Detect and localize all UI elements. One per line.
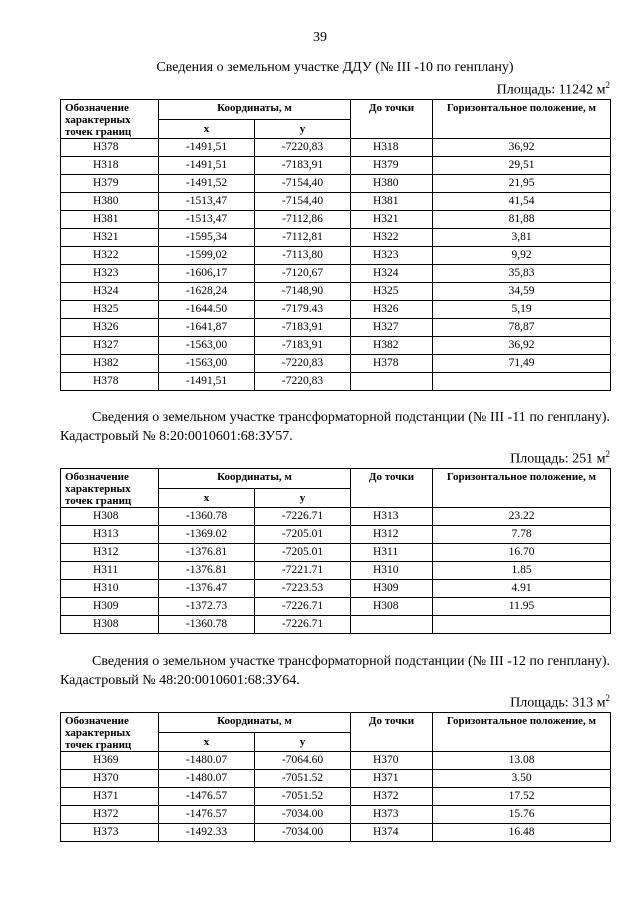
cell-y: -7112,81	[255, 228, 351, 246]
header-to-point: До точки	[351, 99, 433, 138]
section-title: Сведения о земельном участке ДДУ (№ III -10 по генплану)	[156, 60, 514, 75]
table-row	[61, 805, 611, 823]
header-to-point: До точки	[351, 468, 433, 507]
cell-y: -7183,91	[255, 318, 351, 336]
header-designation: Обозначение характерных точек границ	[61, 712, 159, 751]
cell-to-point: Н323	[351, 246, 433, 264]
cell-to-point: Н382	[351, 336, 433, 354]
cell-x: -1372.73	[159, 597, 255, 615]
cell-y: -7112,86	[255, 210, 351, 228]
cell-distance: 29,51	[433, 156, 611, 174]
cell-x: -1491,51	[159, 156, 255, 174]
cell-point: Н326	[61, 318, 159, 336]
cell-y: -7223.53	[255, 579, 351, 597]
table-row	[61, 615, 611, 633]
cell-y: -7205.01	[255, 543, 351, 561]
cell-to-point: Н371	[351, 769, 433, 787]
cell-point: Н313	[61, 525, 159, 543]
cell-to-point: Н381	[351, 192, 433, 210]
cell-to-point: Н322	[351, 228, 433, 246]
cell-x: -1563,00	[159, 336, 255, 354]
coordinates-table	[60, 712, 611, 842]
cell-point: Н327	[61, 336, 159, 354]
cell-point: Н321	[61, 228, 159, 246]
header-x: x	[159, 120, 255, 138]
header-coordinates: Координаты, м	[159, 468, 351, 489]
cell-point: Н308	[61, 615, 159, 633]
cell-distance	[433, 615, 611, 633]
cell-point: Н371	[61, 787, 159, 805]
cell-to-point: Н373	[351, 805, 433, 823]
header-coordinates: Координаты, м	[159, 712, 351, 733]
header-x: x	[159, 489, 255, 507]
cell-x: -1376.81	[159, 561, 255, 579]
cell-to-point: Н311	[351, 543, 433, 561]
cell-point: Н382	[61, 354, 159, 372]
cell-x: -1376.47	[159, 579, 255, 597]
cell-distance: 36,92	[433, 138, 611, 156]
cell-x: -1513,47	[159, 192, 255, 210]
cell-x: -1491,52	[159, 174, 255, 192]
cell-y: -7120,67	[255, 264, 351, 282]
cell-x: -1513,47	[159, 210, 255, 228]
cell-y: -7220,83	[255, 372, 351, 390]
coordinates-table	[60, 468, 611, 634]
page-number: 39	[313, 30, 327, 45]
header-designation: Обозначение характерных точек границ	[61, 99, 159, 138]
cell-distance: 4.91	[433, 579, 611, 597]
cell-point: Н373	[61, 823, 159, 841]
cell-distance: 5,19	[433, 300, 611, 318]
cell-point: Н369	[61, 751, 159, 769]
cell-point: Н370	[61, 769, 159, 787]
cell-distance: 16.48	[433, 823, 611, 841]
cell-y: -7220,83	[255, 354, 351, 372]
cell-point: Н372	[61, 805, 159, 823]
cell-x: -1491,51	[159, 372, 255, 390]
cell-point: Н379	[61, 174, 159, 192]
cell-point: Н324	[61, 282, 159, 300]
cell-distance: 81,88	[433, 210, 611, 228]
cell-to-point: Н327	[351, 318, 433, 336]
section-tp-11	[60, 408, 610, 634]
cell-distance: 13.08	[433, 751, 611, 769]
cell-distance: 3.50	[433, 769, 611, 787]
cell-to-point: Н309	[351, 579, 433, 597]
table-row	[61, 174, 611, 192]
cell-point: Н325	[61, 300, 159, 318]
table-row	[61, 264, 611, 282]
cell-to-point: Н370	[351, 751, 433, 769]
cell-x: -1360.78	[159, 615, 255, 633]
section-title: Сведения о земельном участке трансформаторной подстанции (№ III -11 по генплану). Кадастровый № 8:20:0010601:68:ЗУ57.	[60, 410, 610, 444]
cell-y: -7034.00	[255, 805, 351, 823]
area-label: Площадь: 313 $м^2$	[510, 693, 610, 711]
cell-to-point	[351, 372, 433, 390]
cell-y: -7113,80	[255, 246, 351, 264]
cell-y: -7226.71	[255, 615, 351, 633]
cell-distance	[433, 372, 611, 390]
cell-y: -7148,90	[255, 282, 351, 300]
table-row	[61, 156, 611, 174]
cell-point: Н311	[61, 561, 159, 579]
cell-x: -1480.07	[159, 751, 255, 769]
header-horizontal: Горизонтальное положение, м	[433, 468, 611, 507]
cell-x: -1491,51	[159, 138, 255, 156]
cell-x: -1480.07	[159, 769, 255, 787]
cell-x: -1606,17	[159, 264, 255, 282]
cell-y: -7051.52	[255, 787, 351, 805]
cell-x: -1492.33	[159, 823, 255, 841]
cell-to-point: Н312	[351, 525, 433, 543]
header-y: y	[255, 489, 351, 507]
header-y: y	[255, 120, 351, 138]
table-row	[61, 138, 611, 156]
cell-to-point: Н321	[351, 210, 433, 228]
cell-x: -1644.50	[159, 300, 255, 318]
table-row	[61, 597, 611, 615]
coordinates-table	[60, 99, 611, 391]
header-designation: Обозначение характерных точек границ	[61, 468, 159, 507]
cell-x: -1595,34	[159, 228, 255, 246]
cell-y: -7220,83	[255, 138, 351, 156]
cell-distance: 78,87	[433, 318, 611, 336]
section-ddu	[60, 58, 610, 391]
header-x: x	[159, 733, 255, 751]
table-row	[61, 751, 611, 769]
cell-y: -7205.01	[255, 525, 351, 543]
table-row	[61, 318, 611, 336]
cell-distance: 71,49	[433, 354, 611, 372]
cell-distance: 7.78	[433, 525, 611, 543]
cell-y: -7034.00	[255, 823, 351, 841]
cell-distance: 21,95	[433, 174, 611, 192]
cell-x: -1360.78	[159, 507, 255, 525]
cell-to-point: Н324	[351, 264, 433, 282]
cell-point: Н323	[61, 264, 159, 282]
cell-point: Н312	[61, 543, 159, 561]
cell-distance: 35,83	[433, 264, 611, 282]
cell-to-point: Н326	[351, 300, 433, 318]
cell-y: -7051.52	[255, 769, 351, 787]
header-coordinates: Координаты, м	[159, 99, 351, 120]
cell-point: Н322	[61, 246, 159, 264]
table-row	[61, 507, 611, 525]
cell-y: -7064.60	[255, 751, 351, 769]
cell-distance: 1.85	[433, 561, 611, 579]
cell-point: Н308	[61, 507, 159, 525]
header-to-point: До точки	[351, 712, 433, 751]
cell-x: -1628,24	[159, 282, 255, 300]
cell-to-point: Н313	[351, 507, 433, 525]
cell-y: -7226.71	[255, 597, 351, 615]
cell-x: -1369.02	[159, 525, 255, 543]
cell-y: -7154,40	[255, 192, 351, 210]
table-row	[61, 543, 611, 561]
cell-x: -1641,87	[159, 318, 255, 336]
table-row	[61, 246, 611, 264]
table-row	[61, 372, 611, 390]
area-label: Площадь: 251 $м^2$	[510, 449, 610, 467]
cell-distance: 3,81	[433, 228, 611, 246]
cell-point: Н380	[61, 192, 159, 210]
cell-distance: 9,92	[433, 246, 611, 264]
cell-point: Н318	[61, 156, 159, 174]
area-label: Площадь: 11242 $м^2$	[496, 80, 610, 98]
table-row	[61, 561, 611, 579]
cell-y: -7183,91	[255, 336, 351, 354]
cell-distance: 15.76	[433, 805, 611, 823]
section-tp-12	[60, 652, 610, 842]
table-row	[61, 769, 611, 787]
cell-to-point: Н308	[351, 597, 433, 615]
cell-to-point: Н318	[351, 138, 433, 156]
cell-y: -7221.71	[255, 561, 351, 579]
cell-point: Н310	[61, 579, 159, 597]
cell-y: -7183,91	[255, 156, 351, 174]
cell-to-point: Н372	[351, 787, 433, 805]
cell-distance: 17.52	[433, 787, 611, 805]
cell-y: -7226.71	[255, 507, 351, 525]
cell-x: -1476.57	[159, 787, 255, 805]
header-horizontal: Горизонтальное положение, м	[433, 712, 611, 751]
cell-distance: 41,54	[433, 192, 611, 210]
cell-to-point: Н379	[351, 156, 433, 174]
cell-to-point: Н380	[351, 174, 433, 192]
cell-point: Н309	[61, 597, 159, 615]
cell-to-point: Н325	[351, 282, 433, 300]
table-row	[61, 336, 611, 354]
cell-to-point	[351, 615, 433, 633]
cell-distance: 16.70	[433, 543, 611, 561]
table-row	[61, 525, 611, 543]
cell-to-point: Н378	[351, 354, 433, 372]
table-row	[61, 210, 611, 228]
cell-point: Н378	[61, 138, 159, 156]
cell-x: -1563,00	[159, 354, 255, 372]
cell-distance: 34,59	[433, 282, 611, 300]
section-title: Сведения о земельном участке трансформаторной подстанции (№ III -12 по генплану). Кадастровый № 48:20:0010601:68:ЗУ64.	[60, 654, 610, 688]
cell-point: Н381	[61, 210, 159, 228]
table-row	[61, 192, 611, 210]
cell-to-point: Н310	[351, 561, 433, 579]
cell-x: -1599,02	[159, 246, 255, 264]
cell-y: -7179.43	[255, 300, 351, 318]
table-row	[61, 579, 611, 597]
table-row	[61, 787, 611, 805]
table-row	[61, 823, 611, 841]
header-y: y	[255, 733, 351, 751]
table-row	[61, 228, 611, 246]
table-row	[61, 354, 611, 372]
cell-to-point: Н374	[351, 823, 433, 841]
table-row	[61, 282, 611, 300]
header-horizontal: Горизонтальное положение, м	[433, 99, 611, 138]
cell-point: Н378	[61, 372, 159, 390]
cell-distance: 23.22	[433, 507, 611, 525]
cell-y: -7154,40	[255, 174, 351, 192]
cell-distance: 36,92	[433, 336, 611, 354]
cell-x: -1476.57	[159, 805, 255, 823]
cell-distance: 11.95	[433, 597, 611, 615]
table-row	[61, 300, 611, 318]
cell-x: -1376.81	[159, 543, 255, 561]
